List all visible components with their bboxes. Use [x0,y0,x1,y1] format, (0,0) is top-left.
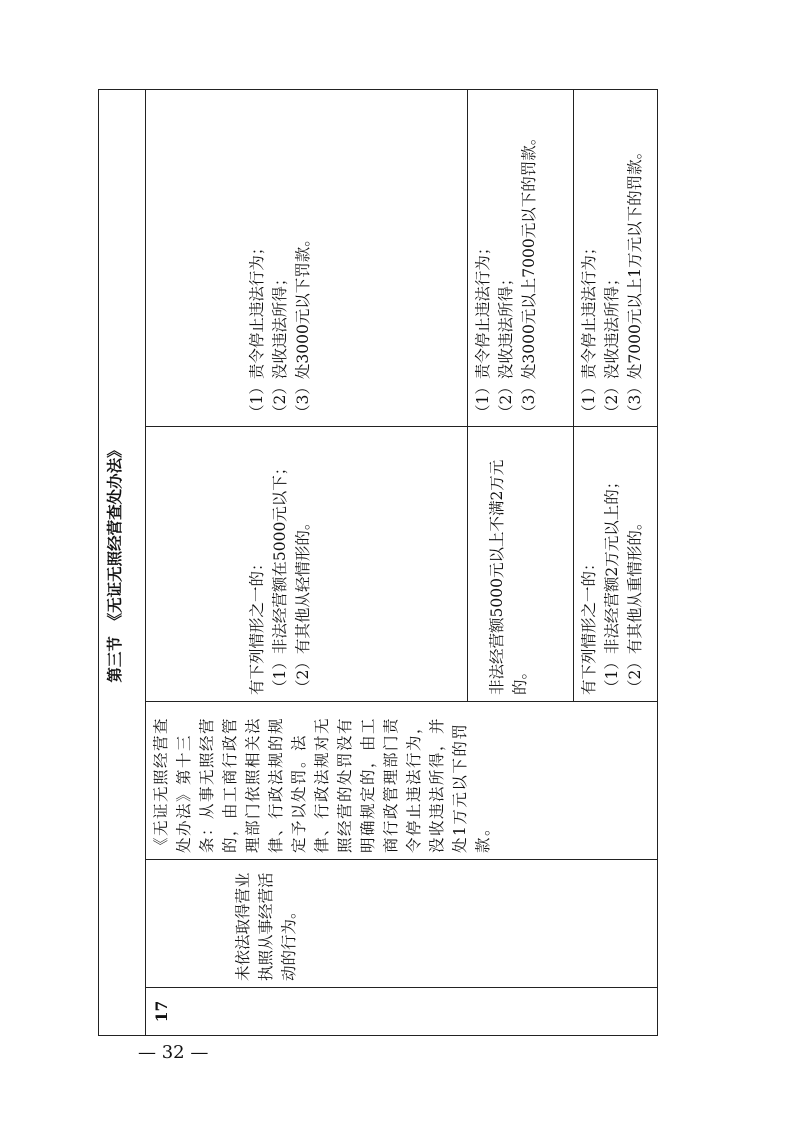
tier-1-penalty-line: （2）没收违法所得； [271,270,289,420]
rotated-page-content [98,90,648,1036]
page-number: — 32 — [138,1042,209,1063]
section-header-row [99,89,146,1035]
tier-1-condition-line: （1）非法经营额在5000元以下； [271,459,289,695]
tier-3-penalty-line: （2）没收违法所得； [603,270,621,420]
tier-1-condition-line: （2）有其他从轻情形的。 [294,514,312,695]
tier-2-penalty-line: （3）处3000元以上7000元以下的罚款。 [520,129,538,420]
section-heading: 第三节 《无证无照经营查处办法》 [99,89,146,1035]
tier-1-penalty-line: （1）责令停止违法行为； [248,239,266,420]
tier-2-condition-line: 非法经营额5000元以上不满2万元的。 [488,459,529,695]
tier-2-penalties [468,89,574,426]
tier-2-penalty-line: （1）责令停止违法行为； [474,239,492,420]
table-row [146,89,468,1035]
tier-1-penalties [146,89,468,426]
rotated-table-container [98,90,648,1036]
tier-3-condition-line: （1）非法经营额2万元以上的； [603,473,621,695]
row-number: 17 [146,988,658,1036]
tier-1-penalty-line: （3）处3000元以下罚款。 [294,231,312,420]
tier-3-penalty-line: （3）处7000元以上1万元以下的罚款。 [626,143,644,420]
tier-3-penalties [574,89,658,426]
tier-1-condition-line: 有下列情形之一的： [248,555,266,695]
tier-2-penalty-line: （2）没收违法所得； [497,270,515,420]
tier-3-condition-line: （2）有其他从重情形的。 [626,514,644,695]
tier-2-conditions [468,427,574,702]
tier-3-conditions [574,427,658,702]
legal-basis: 《无证无照经营查处办法》第十三条：从事无照经营的，由工商行政管理部门依照相关法律、行政法规的规定予以处罚。法律、行政法规对无照经营的处罚没有明确规定的，由工商行政管理部门责令停止违法行为，没收违法所得，并处1万元以下的罚款。 [146,702,658,860]
tier-3-condition-line: 有下列情形之一的： [580,555,598,695]
tier-1-conditions [146,427,468,702]
violation-matter: 未依法取得营业执照从事经营活动的行为。 [146,860,658,988]
tier-3-penalty-line: （1）责令停止违法行为； [580,239,598,420]
penalty-table [98,89,658,1036]
